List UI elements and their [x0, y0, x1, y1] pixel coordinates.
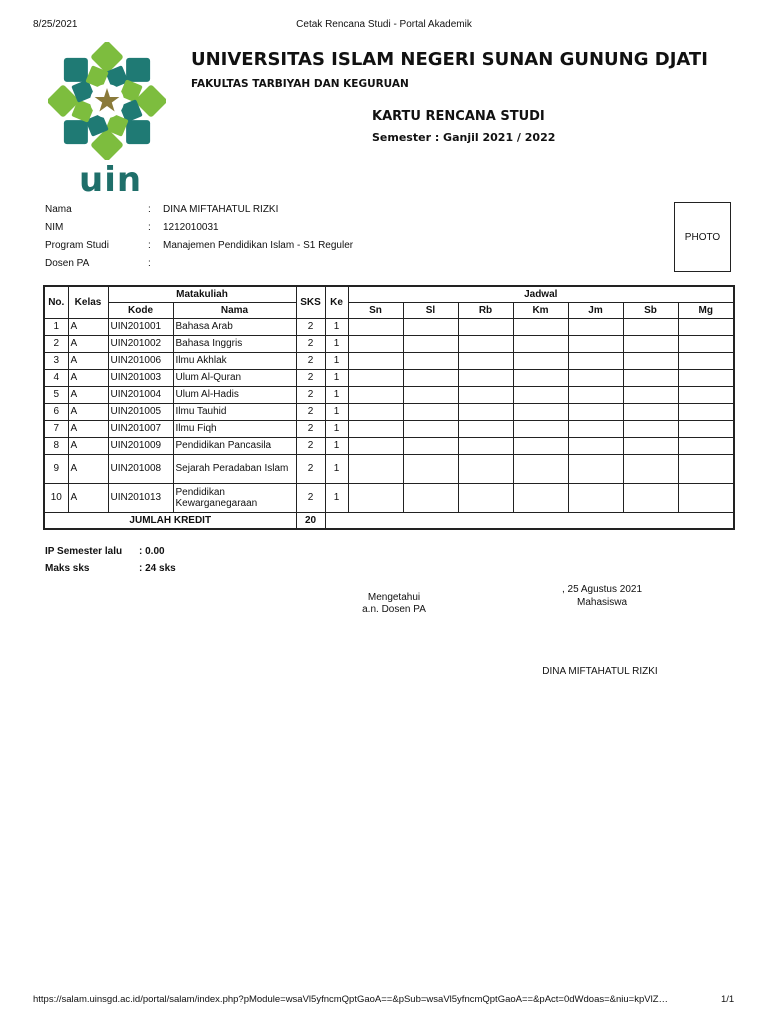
cell-no: 1: [44, 318, 68, 335]
logo-text: uin: [79, 160, 143, 200]
semester-label: Semester : Ganjil 2021 / 2022: [372, 131, 556, 144]
cell-jadwal: [623, 420, 678, 437]
cell-jadwal: [458, 403, 513, 420]
cell-nama: Bahasa Arab: [173, 318, 296, 335]
cell-ke: 1: [325, 335, 348, 352]
cell-sks: 2: [296, 454, 325, 483]
uin-logo: [48, 42, 166, 202]
header-matakuliah: Matakuliah: [108, 286, 296, 302]
cell-nama: Pendidikan Pancasila: [173, 437, 296, 454]
cell-jadwal: [513, 318, 568, 335]
cell-kode: UIN201001: [108, 318, 173, 335]
cell-jadwal: [568, 454, 623, 483]
cell-ke: 1: [325, 483, 348, 512]
cell-kode: UIN201004: [108, 386, 173, 403]
cell-jadwal: [513, 420, 568, 437]
cell-jadwal: [678, 454, 734, 483]
cell-jadwal: [348, 403, 403, 420]
cell-ke: 1: [325, 403, 348, 420]
cell-jadwal: [568, 369, 623, 386]
cell-jadwal: [513, 335, 568, 352]
cell-jadwal: [458, 369, 513, 386]
cell-sks: 2: [296, 335, 325, 352]
cell-jadwal: [403, 386, 458, 403]
signature-left-line2: a.n. Dosen PA: [362, 604, 426, 615]
cell-nama: Bahasa Inggris: [173, 335, 296, 352]
cell-no: 10: [44, 483, 68, 512]
cell-jadwal: [623, 454, 678, 483]
cell-sks: 2: [296, 318, 325, 335]
cell-kode: UIN201005: [108, 403, 173, 420]
cell-jadwal: [568, 386, 623, 403]
cell-kelas: A: [68, 369, 108, 386]
cell-jadwal: [568, 335, 623, 352]
cell-jadwal: [458, 335, 513, 352]
signature-right-role: Mahasiswa: [576, 597, 628, 608]
cell-no: 7: [44, 420, 68, 437]
cell-jadwal: [568, 352, 623, 369]
header-jadwal: Jadwal: [348, 286, 734, 302]
table-row: [44, 454, 734, 483]
logo-petal: [64, 58, 88, 82]
cell-ke: 1: [325, 454, 348, 483]
table-row: [44, 437, 734, 454]
signature-left-line1: Mengetahui: [367, 592, 421, 603]
cell-no: 9: [44, 454, 68, 483]
cell-jadwal: [348, 420, 403, 437]
table-row: [44, 420, 734, 437]
cell-jadwal: [348, 386, 403, 403]
cell-jadwal: [403, 369, 458, 386]
cell-jadwal: [623, 352, 678, 369]
cell-ke: 1: [325, 318, 348, 335]
table-row: [44, 369, 734, 386]
field-label: Program Studi: [45, 240, 109, 251]
cell-no: 5: [44, 386, 68, 403]
header-day-rb: Rb: [458, 302, 513, 318]
cell-jadwal: [513, 386, 568, 403]
logo-petal: [64, 120, 88, 144]
cell-kelas: A: [68, 483, 108, 512]
cell-kelas: A: [68, 335, 108, 352]
cell-kelas: A: [68, 403, 108, 420]
maks-value: : 24 sks: [139, 563, 176, 574]
cell-jadwal: [348, 369, 403, 386]
cell-jadwal: [678, 352, 734, 369]
cell-kode: UIN201013: [108, 483, 173, 512]
cell-jadwal: [403, 335, 458, 352]
cell-sks: 2: [296, 386, 325, 403]
cell-sks: 2: [296, 352, 325, 369]
uin-star-flower-logo-icon: [48, 42, 166, 160]
cell-jadwal: [568, 420, 623, 437]
cell-jadwal: [348, 352, 403, 369]
logo-petal: [126, 120, 150, 144]
field-label: NIM: [45, 222, 64, 233]
field-value: 1212010031: [163, 222, 219, 233]
cell-kode: UIN201009: [108, 437, 173, 454]
cell-jadwal: [623, 483, 678, 512]
print-page-title: Cetak Rencana Studi - Portal Akademik: [296, 19, 472, 30]
cell-jadwal: [513, 369, 568, 386]
cell-jadwal: [568, 437, 623, 454]
header-day-sb: Sb: [623, 302, 678, 318]
cell-jadwal: [678, 335, 734, 352]
cell-kode: UIN201002: [108, 335, 173, 352]
cell-jadwal: [678, 386, 734, 403]
cell-kelas: A: [68, 352, 108, 369]
cell-jadwal: [458, 420, 513, 437]
cell-jadwal: [403, 352, 458, 369]
cell-kelas: A: [68, 386, 108, 403]
logo-petal: [126, 58, 150, 82]
cell-jadwal: [403, 318, 458, 335]
faculty-name: FAKULTAS TARBIYAH DAN KEGURUAN: [191, 78, 409, 90]
cell-jadwal: [348, 318, 403, 335]
university-name: UNIVERSITAS ISLAM NEGERI SUNAN GUNUNG DJATI: [191, 49, 708, 70]
cell-jadwal: [403, 420, 458, 437]
cell-no: 3: [44, 352, 68, 369]
table-row: [44, 352, 734, 369]
cell-kelas: A: [68, 318, 108, 335]
header-day-km: Km: [513, 302, 568, 318]
cell-jadwal: [513, 454, 568, 483]
cell-jadwal: [623, 403, 678, 420]
cell-jadwal: [623, 369, 678, 386]
krs-table: [43, 285, 735, 530]
cell-no: 2: [44, 335, 68, 352]
maks-label: Maks sks: [45, 563, 90, 574]
header-day-sn: Sn: [348, 302, 403, 318]
cell-jadwal: [403, 454, 458, 483]
table-row: [44, 318, 734, 335]
total-label: JUMLAH KREDIT: [44, 512, 296, 529]
header-sks: SKS: [296, 286, 325, 318]
cell-no: 4: [44, 369, 68, 386]
cell-jadwal: [623, 318, 678, 335]
cell-jadwal: [458, 437, 513, 454]
header-ke: Ke: [325, 286, 348, 318]
field-label: Dosen PA: [45, 258, 90, 269]
cell-jadwal: [403, 403, 458, 420]
cell-jadwal: [348, 335, 403, 352]
cell-jadwal: [513, 403, 568, 420]
signature-right-date: , 25 Agustus 2021: [561, 584, 643, 595]
cell-kelas: A: [68, 437, 108, 454]
ip-value: : 0.00: [139, 546, 165, 557]
cell-kode: UIN201006: [108, 352, 173, 369]
cell-nama: Ilmu Akhlak: [173, 352, 296, 369]
cell-jadwal: [513, 483, 568, 512]
cell-jadwal: [458, 386, 513, 403]
cell-jadwal: [513, 352, 568, 369]
cell-jadwal: [458, 454, 513, 483]
print-page-number: 1/1: [721, 994, 735, 1005]
header-no: No.: [44, 286, 68, 318]
header-day-sl: Sl: [403, 302, 458, 318]
cell-sks: 2: [296, 483, 325, 512]
header-day-jm: Jm: [568, 302, 623, 318]
cell-nama: Ulum Al-Hadis: [173, 386, 296, 403]
table-row: [44, 483, 734, 512]
cell-no: 8: [44, 437, 68, 454]
cell-sks: 2: [296, 437, 325, 454]
cell-jadwal: [678, 369, 734, 386]
cell-no: 6: [44, 403, 68, 420]
cell-jadwal: [403, 437, 458, 454]
cell-ke: 1: [325, 369, 348, 386]
total-value: 20: [296, 512, 325, 529]
signature-right-name: DINA MIFTAHATUL RIZKI: [542, 666, 658, 677]
cell-jadwal: [568, 403, 623, 420]
table-row: [44, 386, 734, 403]
cell-kelas: A: [68, 454, 108, 483]
cell-jadwal: [678, 420, 734, 437]
cell-jadwal: [568, 318, 623, 335]
cell-jadwal: [678, 403, 734, 420]
cell-ke: 1: [325, 386, 348, 403]
field-value: DINA MIFTAHATUL RIZKI: [163, 204, 279, 215]
table-row: [44, 335, 734, 352]
cell-jadwal: [623, 335, 678, 352]
cell-nama: Ulum Al-Quran: [173, 369, 296, 386]
cell-jadwal: [623, 386, 678, 403]
photo-box: PHOTO: [674, 202, 731, 272]
cell-jadwal: [513, 437, 568, 454]
cell-nama: Ilmu Tauhid: [173, 403, 296, 420]
cell-jadwal: [403, 483, 458, 512]
cell-jadwal: [678, 483, 734, 512]
header-day-mg: Mg: [678, 302, 734, 318]
header-kelas: Kelas: [68, 286, 108, 318]
ip-label: IP Semester lalu: [45, 546, 123, 557]
cell-sks: 2: [296, 403, 325, 420]
cell-jadwal: [458, 352, 513, 369]
cell-jadwal: [678, 318, 734, 335]
cell-sks: 2: [296, 420, 325, 437]
cell-jadwal: [458, 318, 513, 335]
cell-kode: UIN201007: [108, 420, 173, 437]
cell-kelas: A: [68, 420, 108, 437]
field-label: Nama: [45, 204, 72, 215]
cell-nama: Ilmu Fiqh: [173, 420, 296, 437]
cell-ke: 1: [325, 352, 348, 369]
cell-ke: 1: [325, 420, 348, 437]
print-date: 8/25/2021: [33, 19, 78, 30]
cell-jadwal: [678, 437, 734, 454]
cell-sks: 2: [296, 369, 325, 386]
header-nama: Nama: [173, 302, 296, 318]
cell-ke: 1: [325, 437, 348, 454]
field-value: Manajemen Pendidikan Islam - S1 Reguler: [163, 240, 354, 251]
table-row: [44, 403, 734, 420]
cell-nama: Pendidikan Kewarganegaraan: [173, 483, 296, 512]
print-url: https://salam.uinsgd.ac.id/portal/salam/index.php?pModule=wsaVl5yfncmQptGaoA==&pSub=wsaVl5yfncmQptGaoA==&pAct=0dWdoas=&niu=kpVlZ…: [33, 994, 669, 1005]
cell-jadwal: [348, 454, 403, 483]
cell-jadwal: [348, 483, 403, 512]
cell-jadwal: [348, 437, 403, 454]
header-kode: Kode: [108, 302, 173, 318]
total-row: [44, 512, 734, 529]
cell-jadwal: [623, 437, 678, 454]
cell-jadwal: [568, 483, 623, 512]
document-title: KARTU RENCANA STUDI: [372, 109, 545, 124]
cell-kode: UIN201003: [108, 369, 173, 386]
cell-nama: Sejarah Peradaban Islam: [173, 454, 296, 483]
cell-kode: UIN201008: [108, 454, 173, 483]
cell-jadwal: [458, 483, 513, 512]
